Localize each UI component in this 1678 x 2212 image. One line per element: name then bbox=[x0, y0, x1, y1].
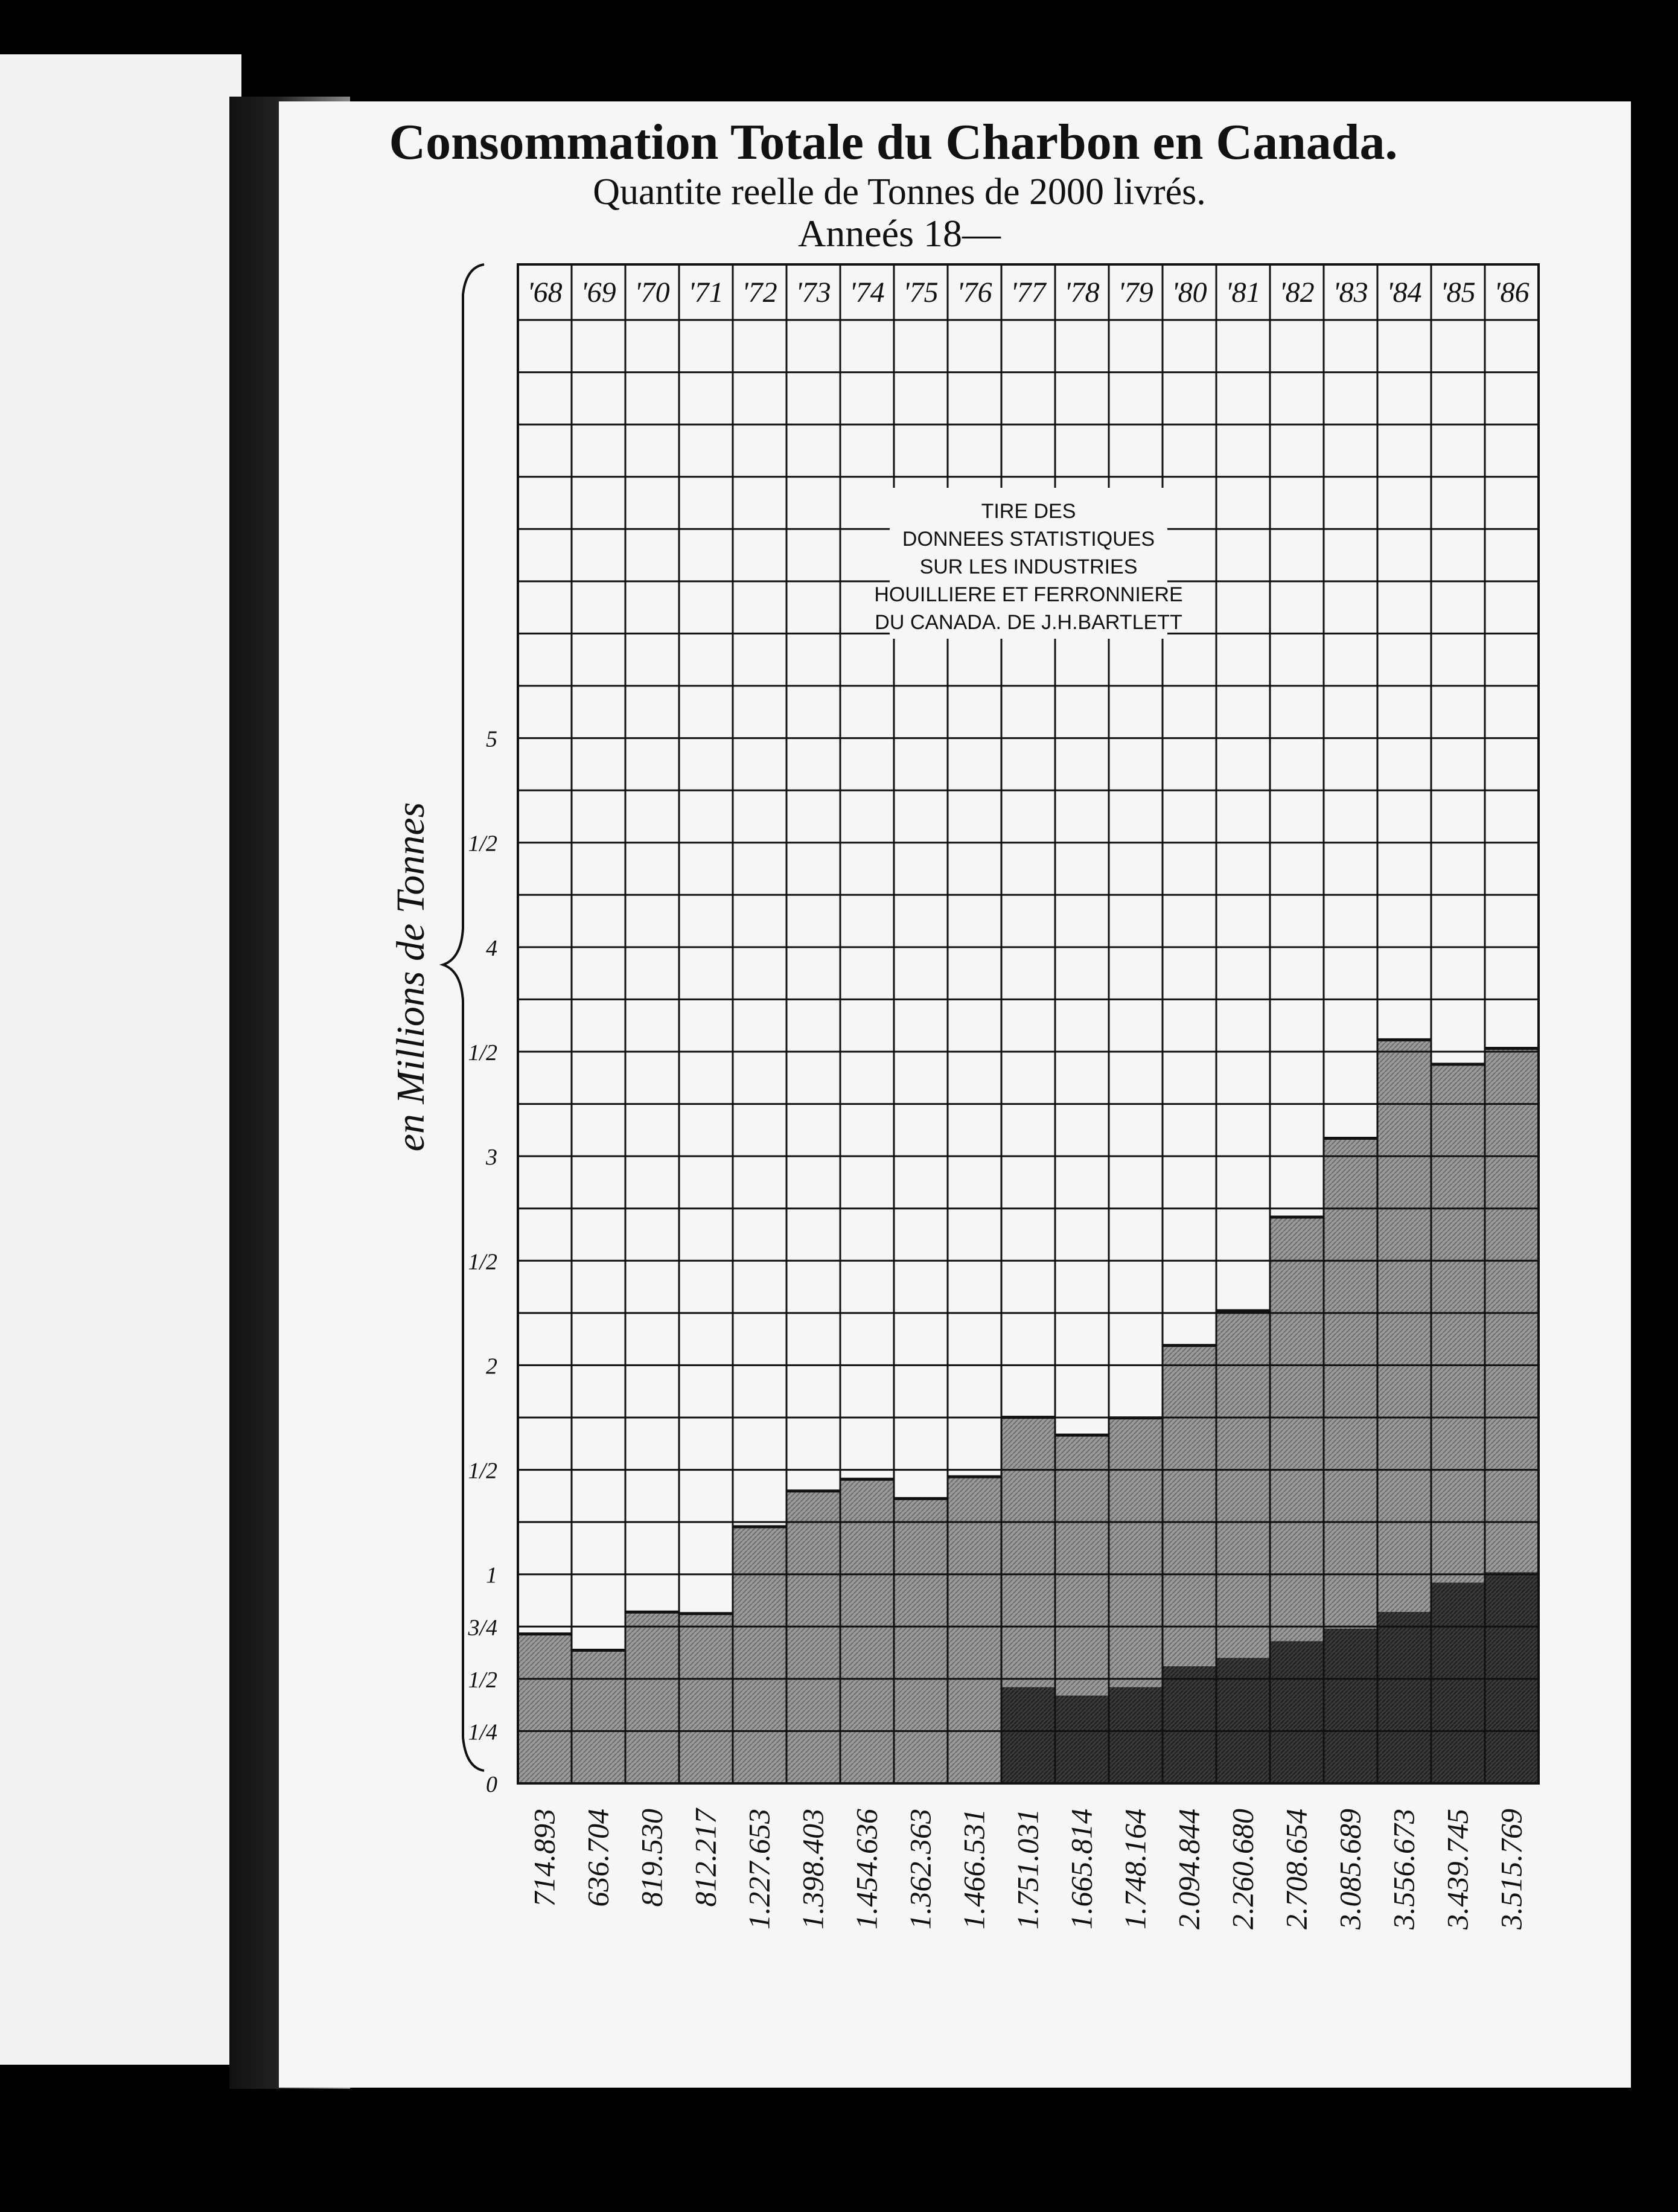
value-label: 1.466.531 bbox=[957, 1809, 991, 1929]
chart-title: Consommation Totale du Charbon en Canada. bbox=[389, 114, 1398, 170]
bar-total bbox=[572, 1651, 625, 1783]
value-label: 2.094.844 bbox=[1172, 1809, 1206, 1929]
annotation-line: HOUILLIERE ET FERRONNIERE bbox=[874, 583, 1183, 606]
bar-total bbox=[733, 1527, 786, 1783]
bar-dark-portion bbox=[1109, 1687, 1163, 1783]
year-label: '75 bbox=[903, 276, 939, 308]
year-label: '74 bbox=[849, 276, 885, 308]
value-label: 3.515.769 bbox=[1494, 1809, 1528, 1929]
year-label: '86 bbox=[1494, 276, 1530, 308]
y-tick-label: 3 bbox=[486, 1145, 497, 1171]
year-label: '69 bbox=[581, 276, 616, 308]
bar-dark-portion bbox=[1324, 1629, 1377, 1783]
value-label: 2.260.680 bbox=[1225, 1809, 1260, 1929]
year-label: '84 bbox=[1386, 276, 1422, 308]
bar-dark-portion bbox=[1377, 1612, 1431, 1783]
bar-dark-portion bbox=[1431, 1583, 1485, 1783]
year-label: '77 bbox=[1010, 276, 1046, 308]
y-tick-label: 1/2 bbox=[468, 1040, 497, 1066]
value-labels bbox=[528, 1808, 1528, 1930]
value-label: 1.748.164 bbox=[1118, 1809, 1152, 1929]
year-label: '68 bbox=[527, 276, 563, 308]
value-label: 812.217 bbox=[688, 1809, 723, 1907]
bar-dark-portion bbox=[1485, 1572, 1539, 1783]
value-label: 3.439.745 bbox=[1440, 1809, 1475, 1929]
annotation-line: SUR LES INDUSTRIES bbox=[919, 555, 1138, 578]
value-label: 1.398.403 bbox=[796, 1809, 830, 1929]
y-tick-label: 4 bbox=[486, 935, 497, 961]
year-label: '80 bbox=[1172, 276, 1207, 308]
bar-total bbox=[840, 1479, 894, 1783]
y-tick-label: 2 bbox=[486, 1354, 497, 1379]
year-label: '82 bbox=[1279, 276, 1315, 308]
bar-total bbox=[786, 1491, 840, 1783]
y-tick-label: 1/2 bbox=[468, 1667, 497, 1693]
year-label: '79 bbox=[1118, 276, 1153, 308]
y-axis-label: en Millions de Tonnes bbox=[389, 802, 433, 1152]
value-label: 1.751.031 bbox=[1010, 1809, 1045, 1929]
bar-total bbox=[679, 1614, 733, 1783]
year-label: '71 bbox=[688, 276, 724, 308]
y-axis-brace bbox=[443, 264, 484, 1771]
bar-total bbox=[518, 1634, 572, 1783]
y-tick-label: 0 bbox=[486, 1772, 497, 1797]
chart-page bbox=[279, 101, 1631, 2088]
value-label: 636.704 bbox=[581, 1809, 615, 1907]
year-label: '70 bbox=[634, 276, 670, 308]
left-page-margin bbox=[0, 54, 241, 2065]
y-tick-label: 1/4 bbox=[468, 1719, 497, 1745]
value-label: 1.227.653 bbox=[742, 1809, 776, 1929]
value-label: 1.665.814 bbox=[1064, 1809, 1099, 1929]
bars-layer bbox=[518, 1040, 1539, 1783]
bar-dark-portion bbox=[1216, 1658, 1270, 1783]
y-tick-label: 1/2 bbox=[468, 1249, 497, 1275]
year-label: '76 bbox=[957, 276, 992, 308]
value-label: 3.085.689 bbox=[1333, 1809, 1367, 1929]
year-label: '72 bbox=[742, 276, 777, 308]
value-label: 819.530 bbox=[634, 1809, 669, 1907]
coal-consumption-chart bbox=[279, 101, 1631, 2088]
year-labels bbox=[527, 276, 1529, 308]
year-label: '81 bbox=[1225, 276, 1261, 308]
y-tick-label: 1/2 bbox=[468, 1458, 497, 1484]
value-label: 3.556.673 bbox=[1386, 1809, 1421, 1929]
bar-total bbox=[894, 1498, 948, 1783]
annotation-line: DONNEES STATISTIQUES bbox=[902, 528, 1155, 551]
year-label: '83 bbox=[1333, 276, 1368, 308]
value-label: 2.708.654 bbox=[1279, 1809, 1313, 1929]
y-tick-label: 3/4 bbox=[468, 1615, 497, 1641]
value-label: 1.454.636 bbox=[849, 1809, 884, 1929]
chart-subtitle: Quantite reelle de Tonnes de 2000 livrés. bbox=[593, 171, 1206, 213]
bar-dark-portion bbox=[1163, 1666, 1216, 1783]
year-label: '85 bbox=[1440, 276, 1476, 308]
annotation-line: DU CANADA. DE J.H.BARTLETT bbox=[875, 611, 1182, 634]
bar-dark-portion bbox=[1270, 1641, 1324, 1783]
value-label: 714.893 bbox=[527, 1809, 561, 1907]
year-label: '78 bbox=[1064, 276, 1100, 308]
y-tick-label: 1 bbox=[486, 1562, 497, 1588]
annotation-line: TIRE DES bbox=[981, 500, 1076, 523]
bar-dark-portion bbox=[1001, 1687, 1055, 1783]
y-tick-labels bbox=[467, 727, 497, 1797]
bar-total bbox=[625, 1612, 679, 1783]
y-tick-label: 5 bbox=[486, 726, 497, 752]
y-tick-label: 1/2 bbox=[468, 831, 497, 857]
bar-dark-portion bbox=[1055, 1696, 1109, 1783]
years-caption: Anneés 18— bbox=[798, 212, 1001, 255]
year-label: '73 bbox=[796, 276, 831, 308]
value-label: 1.362.363 bbox=[903, 1809, 937, 1929]
